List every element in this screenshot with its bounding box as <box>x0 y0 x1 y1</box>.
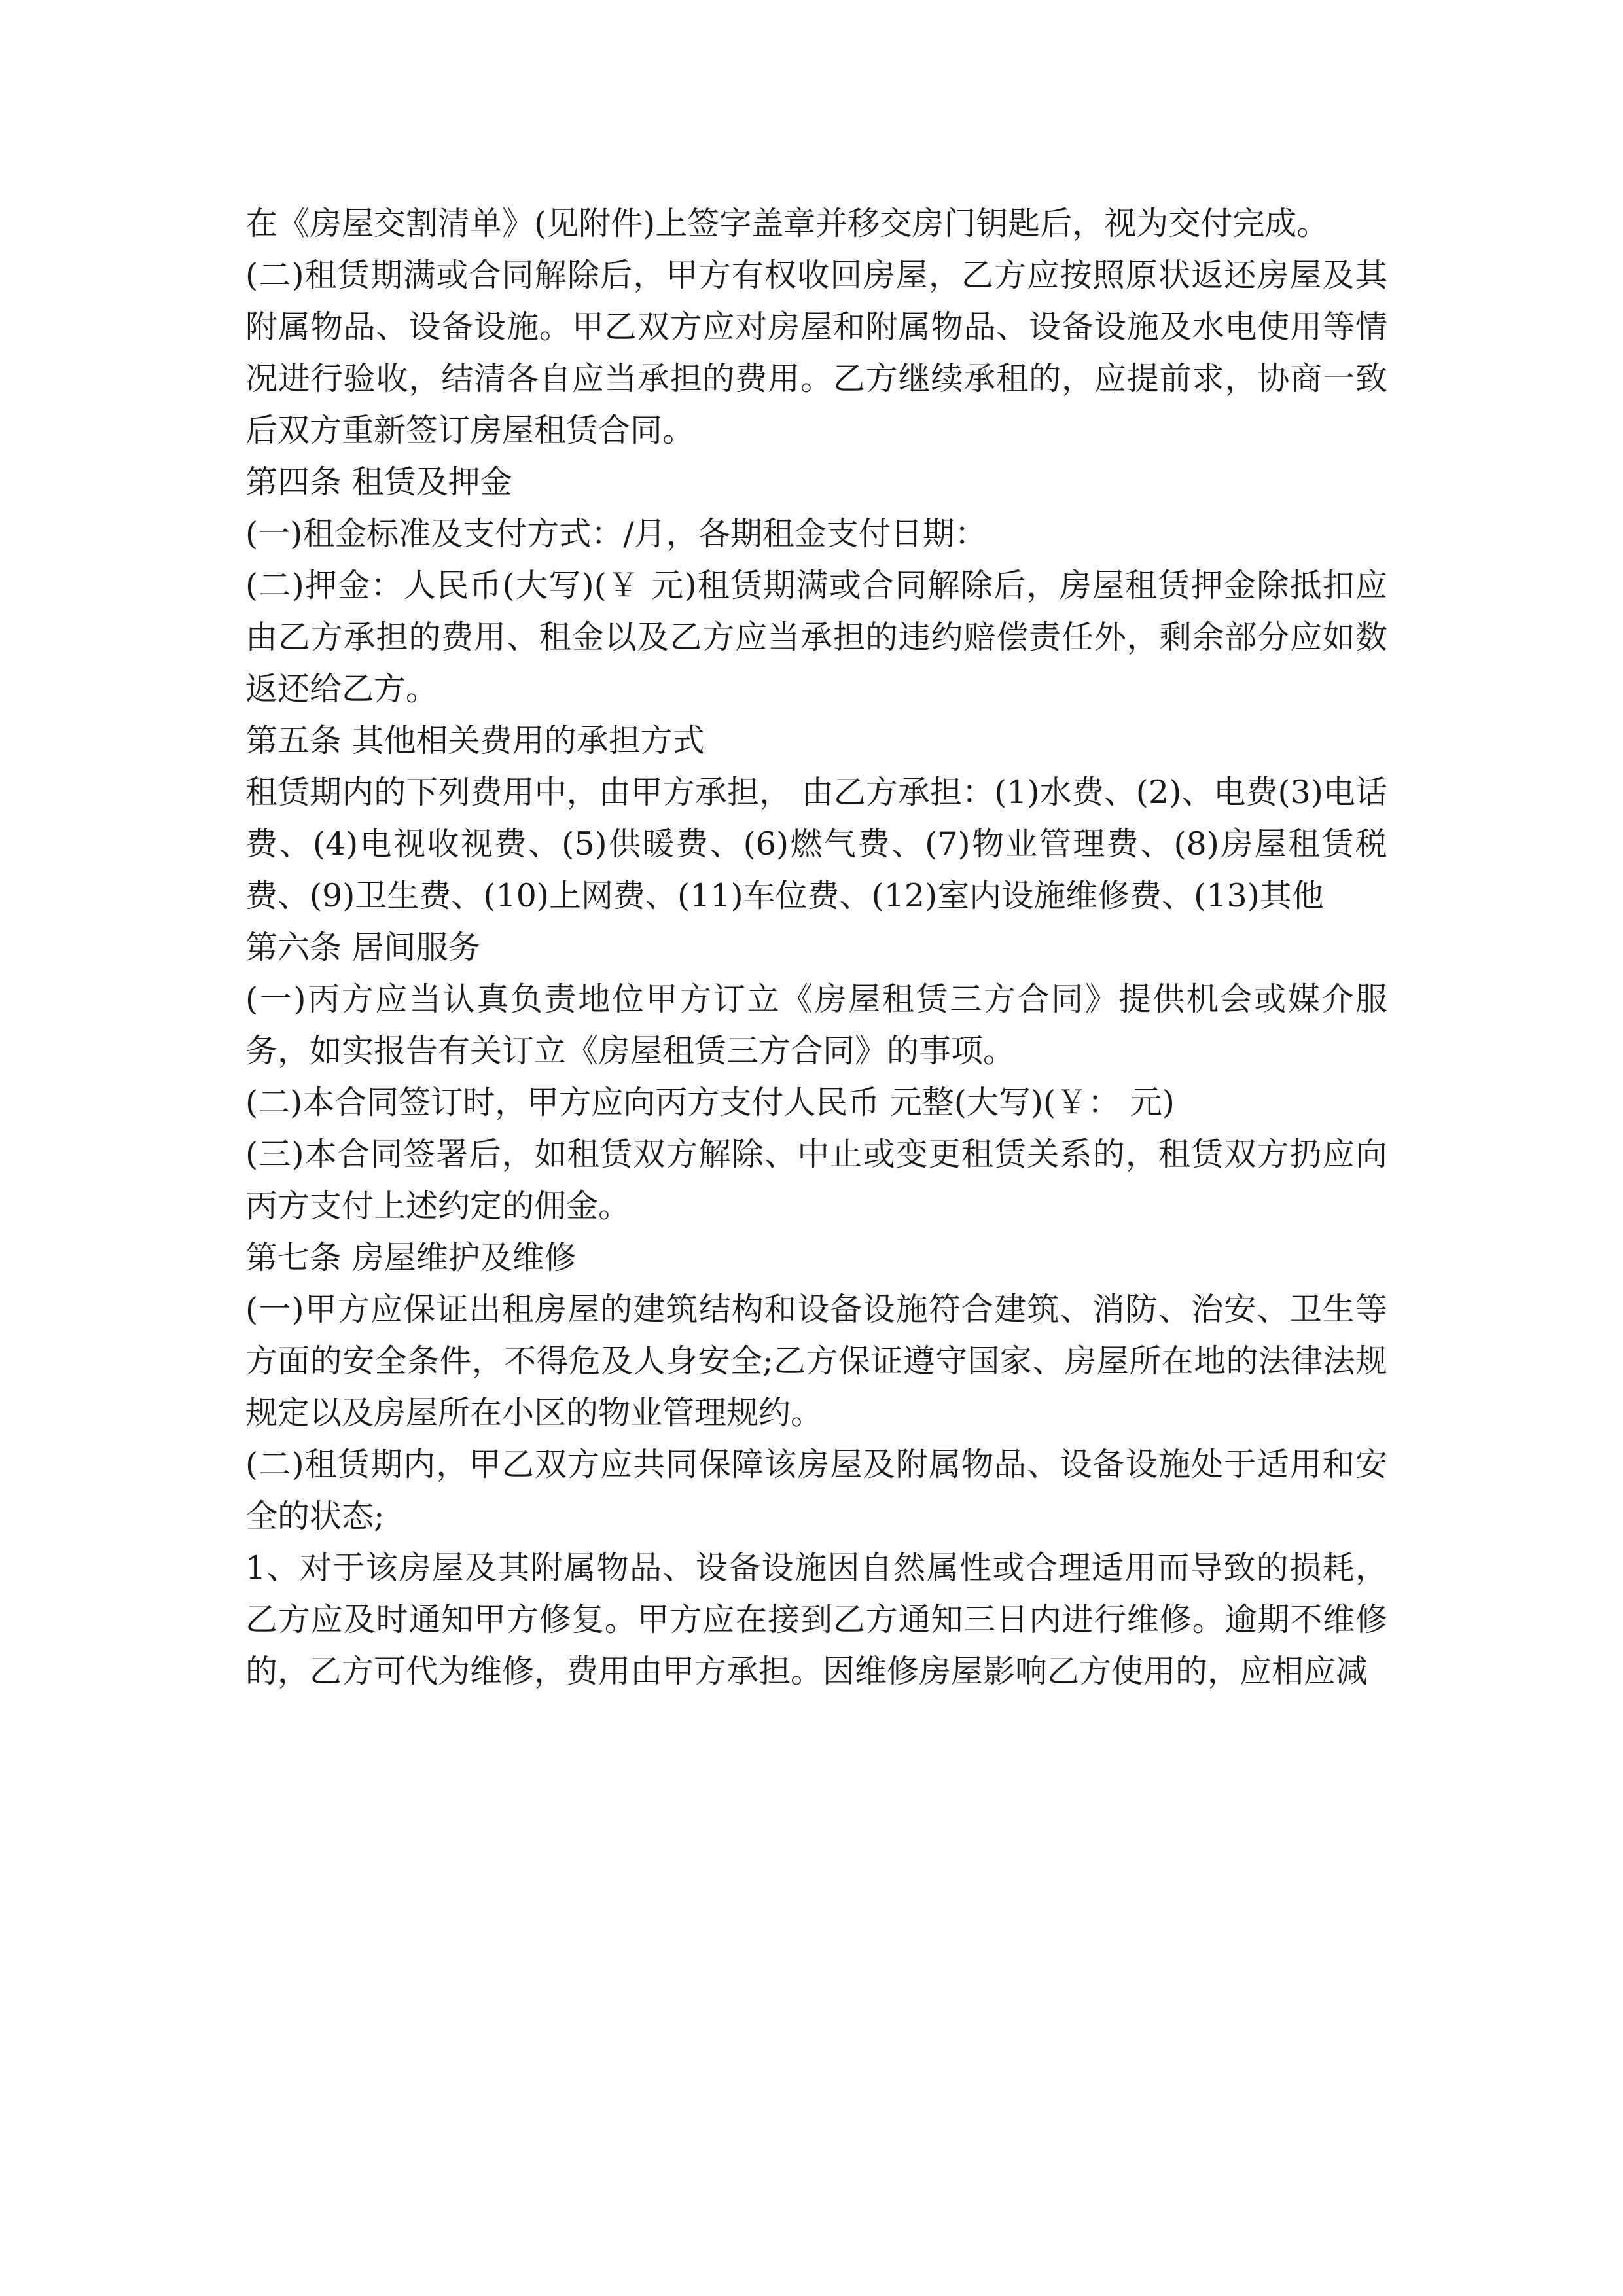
article-5-heading: 第五条 其他相关费用的承担方式 <box>245 722 705 759</box>
paragraph-agency-service: (一)丙方应当认真负责地位甲方订立《房屋租赁三方合同》提供机会或媒介服务，如实报告有关订立《房屋租赁三方合同》的事项。 <box>245 980 1387 1069</box>
article-7-heading: 第七条 房屋维护及维修 <box>245 1239 577 1276</box>
paragraph-commission-payment: (二)本合同签订时，甲方应向丙方支付人民币 元整(大写)(￥： 元) <box>245 1084 1175 1121</box>
paragraph-safety-conditions: (一)甲方应保证出租房屋的建筑结构和设备设施符合建筑、消防、治安、卫生等方面的安全条件，不得危及人身安全;乙方保证遵守国家、房屋所在地的法律法规规定以及房屋所在小区的物业管理规约。 <box>245 1291 1388 1431</box>
paragraph-lease-end-return: (二)租赁期满或合同解除后，甲方有权收回房屋，乙方应按照原状返还房屋及其附属物品、设备设施。甲乙双方应对房屋和附属物品、设备设施及水电使用等情况进行验收，结清各自应当承担的费用。乙方继续承租的，应提前求，协商一致后双方重新签订房屋租赁合同。 <box>245 257 1388 449</box>
article-6-heading: 第六条 居间服务 <box>245 929 480 966</box>
article-4-heading: 第四条 租赁及押金 <box>245 463 512 501</box>
paragraph-commission-after-termination: (三)本合同签署后，如租赁双方解除、中止或变更租赁关系的，租赁双方扔应向丙方支付上述约定的佣金。 <box>245 1136 1388 1225</box>
paragraph-maintain-safe-state: (二)租赁期内，甲乙双方应共同保障该房屋及附属物品、设备设施处于适用和安全的状态; <box>245 1446 1388 1535</box>
paragraph-rent-standard: (一)租金标准及支付方式：/月，各期租金支付日期： <box>245 515 987 552</box>
paragraph-fee-list: 租赁期内的下列费用中，由甲方承担， 由乙方承担：(1)水费、(2)、电费(3)电话费、(4)电视收视费、(5)供暖费、(6)燃气费、(7)物业管理费、(8)房屋租赁税费、(9)卫生费、(10)上网费、(11)车位费、(12)室内设施维修费、(13)其他 <box>245 774 1387 914</box>
paragraph-repair-obligation: 1、对于该房屋及其附属物品、设备设施因自然属性或合理适用而导致的损耗，乙方应及时通知甲方修复。甲方应在接到乙方通知三日内进行维修。逾期不维修的，乙方可代为维修，费用由甲方承担。因维修房屋影响乙方使用的，应相应减 <box>245 1549 1387 1690</box>
paragraph-handover-complete: 在《房屋交割清单》(见附件)上签字盖章并移交房门钥匙后，视为交付完成。 <box>245 205 1329 242</box>
paragraph-deposit: (二)押金：人民币(大写)(￥ 元)租赁期满或合同解除后，房屋租赁押金除抵扣应由乙方承担的费用、租金以及乙方应当承担的违约赔偿责任外，剩余部分应如数返还给乙方。 <box>245 567 1387 708</box>
document-body <box>245 198 1387 1697</box>
